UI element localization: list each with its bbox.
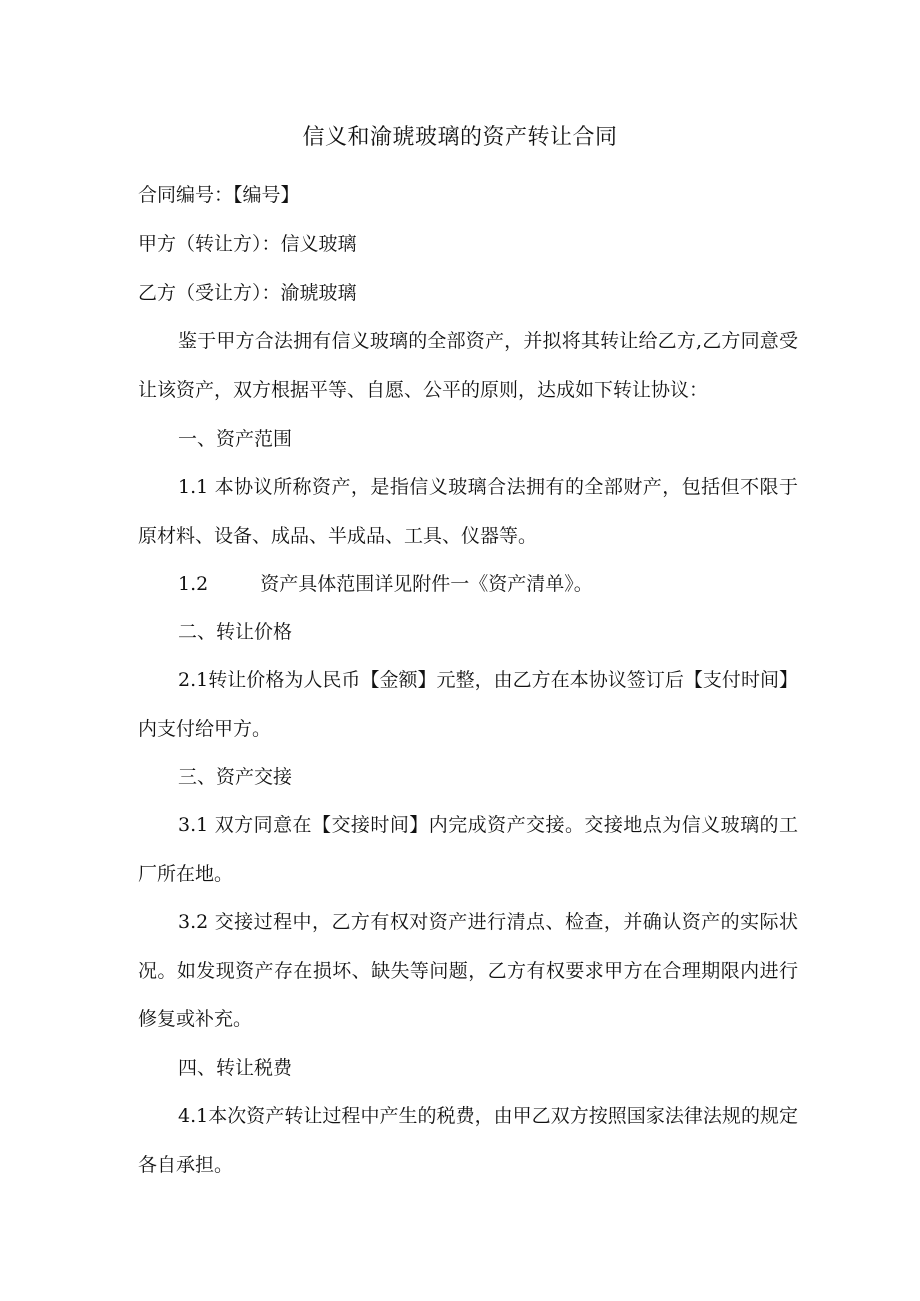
clause-1-2 — [178, 569, 593, 599]
clause-4-1: 4.1本次资产转让过程中产生的税费，由甲乙双方按照国家法律法规的规定各自承担。 — [138, 1105, 798, 1176]
clause-3-2: 3.2 交接过程中，乙方有权对资产进行清点、检查，并确认资产的实际状况。如发现资产存在损坏、缺失等问题，乙方有权要求甲方在合理期限内进行修复或补充。 — [138, 911, 798, 1030]
clause-1-2-number: 1.2 — [178, 573, 209, 595]
section-heading-4: 四、转让税费 — [178, 1057, 293, 1079]
section-heading-3: 三、资产交接 — [178, 766, 293, 788]
party-a: 甲方（转让方）：信义玻璃 — [138, 233, 357, 255]
clause-2-1: 2.1转让价格为人民币【金额】元整，由乙方在本协议签订后【支付时间】内支付给甲方。 — [138, 669, 798, 740]
clause-1-2-text: 资产具体范围详见附件一《资产清单》。 — [260, 573, 593, 595]
preamble-paragraph: 鉴于甲方合法拥有信义玻璃的全部资产，并拟将其转让给乙方,乙方同意受让该资产，双方根据平等、自愿、公平的原则，达成如下转让协议： — [138, 330, 798, 401]
document-title: 信义和渝琥玻璃的资产转让合同 — [302, 125, 618, 150]
party-b: 乙方（受让方）：渝琥玻璃 — [138, 282, 357, 304]
clause-3-1: 3.1 双方同意在【交接时间】内完成资产交接。交接地点为信义玻璃的工厂所在地。 — [138, 814, 798, 885]
section-heading-2: 二、转让价格 — [178, 621, 293, 643]
contract-number: 合同编号：【编号】 — [138, 184, 300, 206]
section-heading-1: 一、资产范围 — [178, 428, 293, 450]
clause-1-1: 1.1 本协议所称资产，是指信义玻璃合法拥有的全部财产，包括但不限于原材料、设备、成品、半成品、工具、仪器等。 — [138, 476, 798, 547]
